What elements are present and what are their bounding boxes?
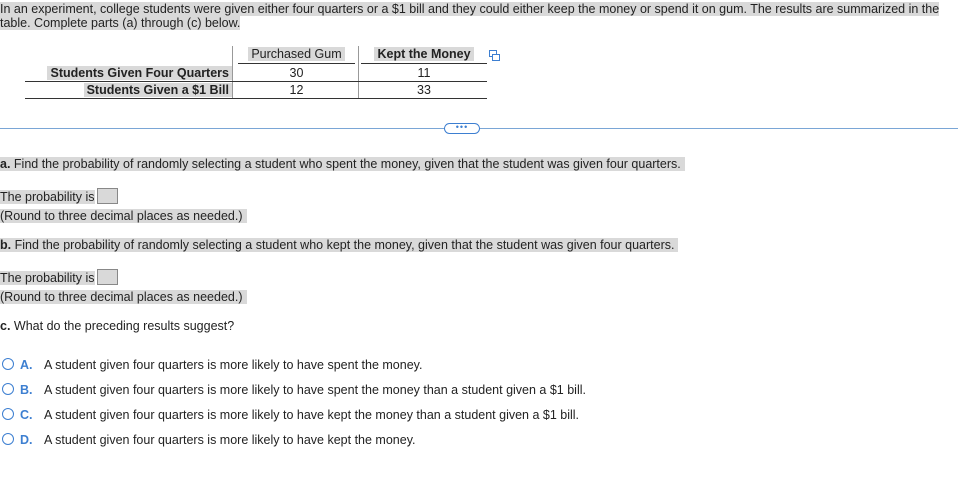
radio-icon[interactable] [2, 383, 14, 395]
part-a-text: Find the probability of randomly selecting a student who spent the money, given that the student was given four quarters. [13, 157, 681, 171]
problem-intro [0, 2, 950, 30]
radio-icon[interactable] [2, 433, 14, 445]
part-b-question [0, 237, 678, 253]
column-divider [358, 46, 359, 99]
option-a-text: A student given four quarters is more likely to have spent the money. [44, 358, 423, 372]
header-kept-money: Kept the Money [361, 46, 487, 64]
option-b[interactable]: B. A student given four quarters is more likely to have spent the money than a student given a $1 bill. [2, 381, 586, 399]
option-a[interactable]: A. A student given four quarters is more likely to have spent the money. [2, 356, 422, 374]
row-label-one-dollar: Students Given a $1 Bill [25, 82, 232, 98]
part-b-answer-label: The probability is [0, 271, 95, 285]
part-a-round-note: (Round to three decimal places as needed.) [0, 208, 247, 224]
part-a-prefix: a. [0, 157, 11, 171]
cell-bill-gum: 12 [289, 83, 304, 97]
column-divider [232, 46, 233, 99]
part-a-answer-label: The probability is [0, 190, 95, 204]
part-c-question [0, 318, 238, 334]
part-b-round-note: (Round to three decimal places as needed.) [0, 289, 247, 305]
header-purchased-gum: Purchased Gum [238, 46, 355, 64]
cell-bill-kept: 33 [417, 83, 431, 97]
option-b-text: A student given four quarters is more likely to have spent the money than a student given a $1 bill. [44, 383, 586, 397]
part-a-answer-input[interactable] [97, 188, 118, 204]
cell-quarters-kept: 11 [417, 66, 431, 80]
part-c-prefix: c. [0, 319, 11, 333]
cell-quarters-gum: 30 [289, 66, 304, 80]
expand-more-button[interactable]: ••• [444, 123, 480, 134]
part-b-prefix: b. [0, 238, 12, 252]
part-b-answer-row [0, 269, 118, 286]
radio-icon[interactable] [2, 358, 14, 370]
option-d-text: A student given four quarters is more likely to have kept the money. [44, 433, 416, 447]
row-label-four-quarters: Students Given Four Quarters [25, 65, 232, 81]
part-b-text: Find the probability of randomly selecting a student who kept the money, given that the student was given four quarters. [14, 238, 675, 252]
option-c[interactable]: C. A student given four quarters is more likely to have kept the money than a student given a $1 bill. [2, 406, 579, 424]
part-a-question [0, 156, 685, 172]
part-a-answer-row [0, 188, 118, 205]
radio-icon[interactable] [2, 408, 14, 420]
intro-text: In an experiment, college students were given either four quarters or a $1 bill and they could either keep the money or spend it on gum. The results are summarized in the table. Complete parts (a) through (c) below. [0, 2, 940, 30]
row-divider [25, 98, 487, 99]
copy-icon[interactable] [489, 50, 500, 62]
part-b-answer-input[interactable] [97, 269, 118, 285]
option-c-text: A student given four quarters is more likely to have kept the money than a student given a $1 bill. [44, 408, 580, 422]
part-c-text: What do the preceding results suggest? [13, 319, 235, 333]
option-d[interactable]: D. A student given four quarters is more likely to have kept the money. [2, 431, 416, 449]
